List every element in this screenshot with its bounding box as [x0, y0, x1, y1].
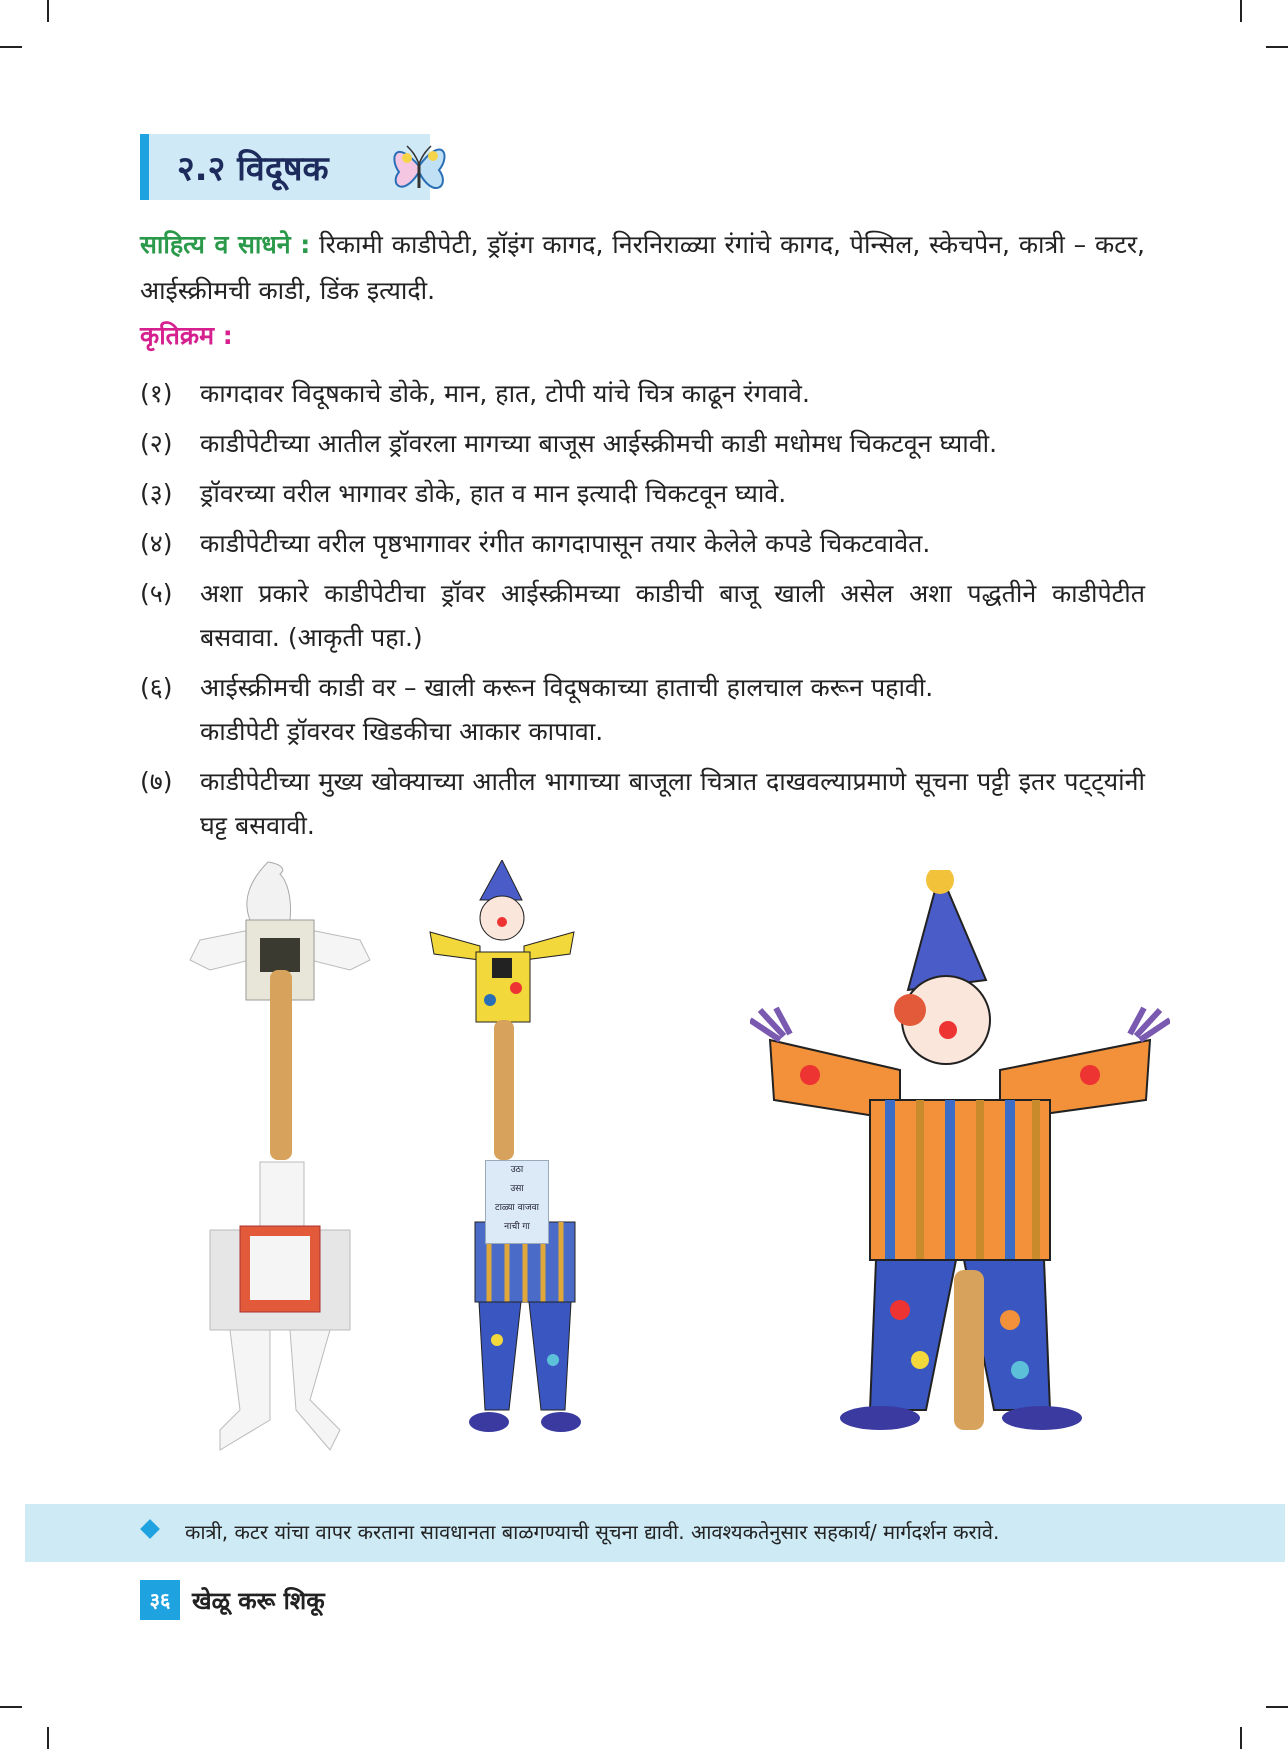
- crop-mark: [0, 1706, 22, 1708]
- step-item: [140, 522, 1145, 566]
- crop-mark: [1266, 1706, 1288, 1708]
- crop-mark: [1240, 0, 1242, 22]
- steps-list: [140, 372, 1145, 854]
- strip-label: नाची गा: [504, 1222, 530, 1232]
- step-text: ड्रॉवरच्या वरील भागावर डोके, हात व मान इत्यादी चिकटवून घ्यावे.: [200, 479, 787, 508]
- page-number: ३६: [140, 1580, 180, 1620]
- materials-text: रिकामी काडीपेटी, ड्रॉइंग कागद, निरनिराळ्या रंगांचे कागद, पेन्सिल, स्केचपेन, कात्री – कटर, आईस्क्रीमची काडी, डिंक इत्यादी.: [140, 230, 1145, 305]
- instruction-strip: [485, 1160, 549, 1244]
- page-title: २.२ विदूषक: [177, 149, 329, 189]
- crop-mark: [1266, 46, 1288, 48]
- step-item: [140, 422, 1145, 466]
- step-number: (२): [140, 429, 173, 458]
- note-text: कात्री, कटर यांचा वापर करताना सावधानता बाळगण्याची सूचना द्यावी. आवश्यकतेनुसार सहकार्य/ मार्गदर्शन करावे.: [185, 1520, 1000, 1544]
- step-number: (३): [140, 479, 173, 508]
- puppet-back-photo: [180, 860, 380, 1160]
- crop-mark: [47, 1727, 49, 1749]
- crop-mark: [0, 46, 22, 48]
- step-text: अशा प्रकारे काडीपेटीचा ड्रॉवर आईस्क्रीमच्या काडीची बाजू खाली असेल अशा पद्धतीने काडीपेटीत बसवावा. (आकृती पहा.): [200, 579, 1145, 652]
- strip-label: टाळ्या वाजवा: [495, 1203, 539, 1213]
- step-number: (७): [140, 767, 173, 796]
- step-item: [140, 572, 1145, 660]
- body-front-photo: [445, 1160, 605, 1460]
- step-number: (५): [140, 579, 173, 608]
- step-text: काडीपेटीच्या वरील पृष्ठभागावर रंगीत कागदापासून तयार केलेले कपडे चिकटवावेत.: [200, 529, 931, 558]
- puppet-front-photo: [420, 860, 620, 1160]
- step-extra-text: काडीपेटी ड्रॉवरवर खिडकीचा आकार कापावा.: [200, 717, 604, 746]
- step-text: काडीपेटीच्या मुख्य खोक्याच्या आतील भागाच्या बाजूला चित्रात दाखवल्याप्रमाणे सूचना पट्टी इतर पट्ट्यांनी घट्ट बसवावी.: [200, 767, 1145, 840]
- crop-mark: [47, 0, 49, 22]
- crop-mark: [1240, 1727, 1242, 1749]
- step-text: काडीपेटीच्या आतील ड्रॉवरला मागच्या बाजूस आईस्क्रीमची काडी मधोमध चिकटवून घ्यावी.: [200, 429, 998, 458]
- butterfly-icon: [385, 128, 453, 204]
- step-item: [140, 372, 1145, 416]
- materials-label: साहित्य व साधने :: [140, 230, 311, 259]
- diamond-bullet-icon: [140, 1519, 160, 1539]
- body-back-photo: [200, 1160, 360, 1460]
- step-item: [140, 666, 1145, 754]
- step-number: (६): [140, 673, 173, 702]
- strip-label: उसा: [510, 1184, 524, 1194]
- book-name: खेळू करू शिकू: [192, 1587, 325, 1615]
- teacher-note: [25, 1504, 1285, 1562]
- strip-label: उठा: [510, 1165, 524, 1175]
- procedure-label: कृतिक्रम :: [140, 321, 233, 350]
- step-number: (४): [140, 529, 173, 558]
- step-text: आईस्क्रीमची काडी वर – खाली करून विदूषकाच्या हाताची हालचाल करून पहावी.: [200, 673, 934, 702]
- materials-paragraph: [140, 222, 1145, 314]
- step-text: कागदावर विदूषकाचे डोके, मान, हात, टोपी यांचे चित्र काढून रंगवावे.: [200, 379, 810, 408]
- step-item: [140, 760, 1145, 848]
- finished-clown-photo: [750, 870, 1170, 1430]
- step-item: [140, 472, 1145, 516]
- step-number: (१): [140, 379, 173, 408]
